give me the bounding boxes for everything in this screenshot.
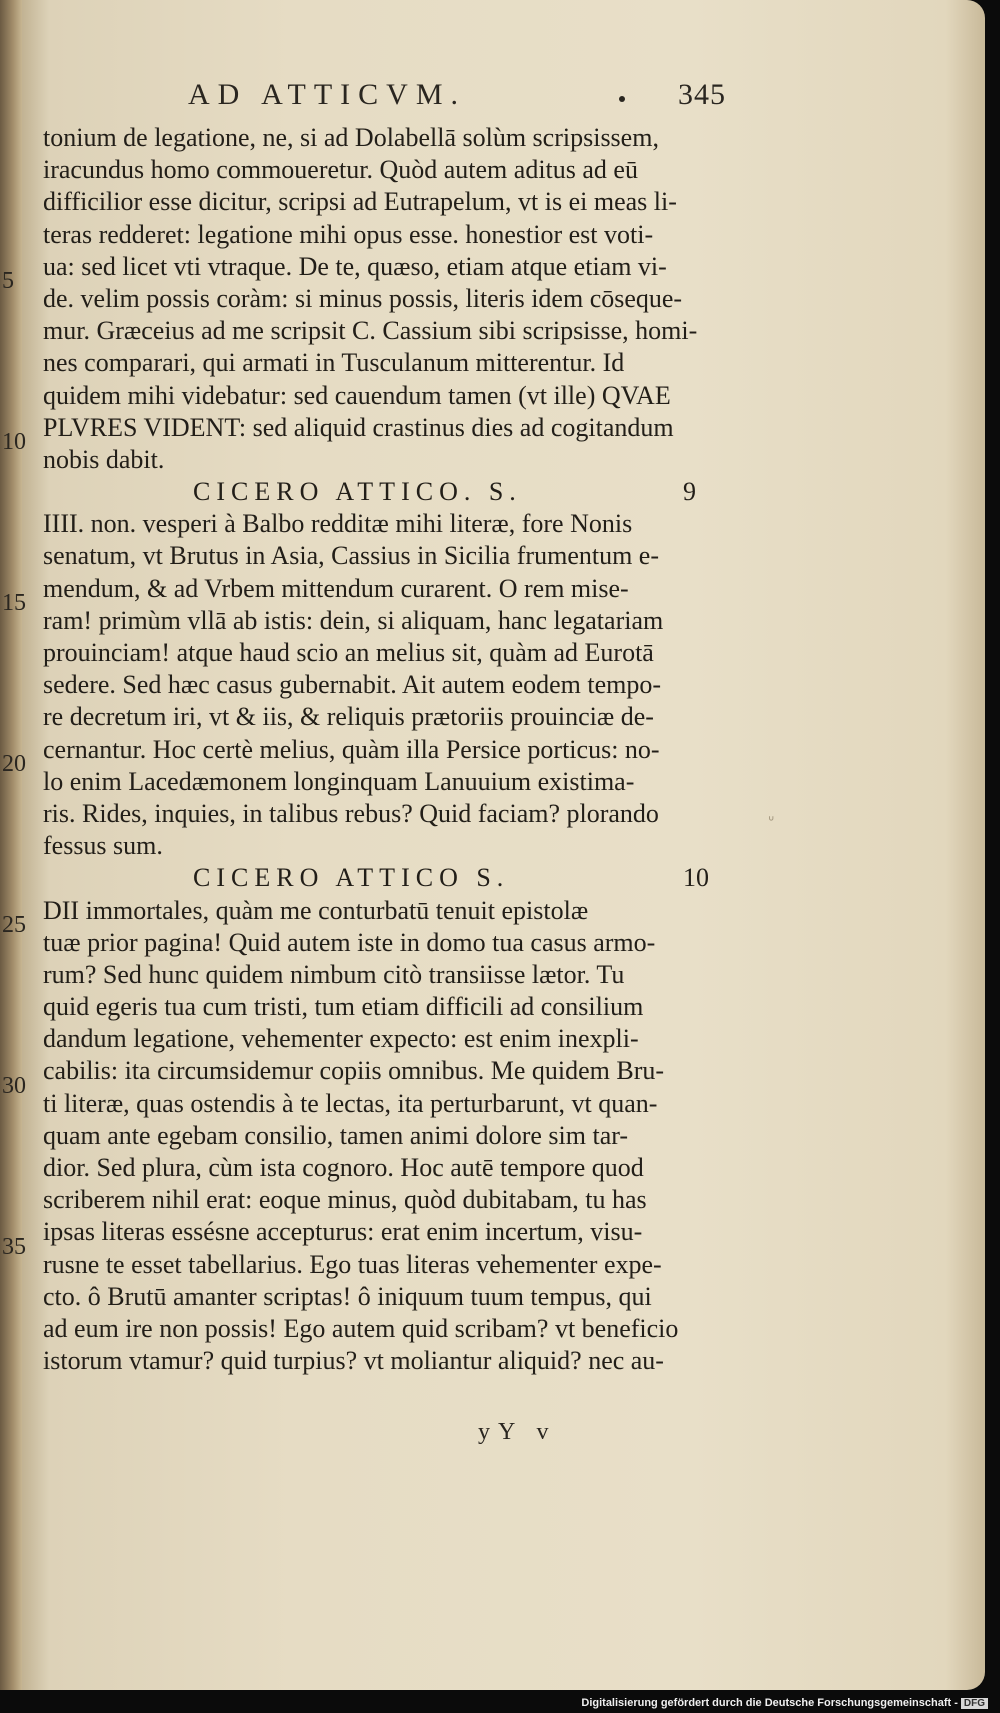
- footer-text: Digitalisierung gefördert durch die Deutsche Forschungsgemeinschaft -: [581, 1697, 958, 1709]
- text-line: ad eum ire non possis! Ego autem quid scribam? vt beneficio: [43, 1313, 679, 1343]
- margin-line-number: 35: [2, 1234, 26, 1260]
- text-line: IIII. non. vesperi à Balbo redditæ mihi literæ, fore Nonis: [43, 509, 633, 539]
- text-line: istorum vtamur? quid turpius? vt moliantur aliquid? nec au-: [43, 1346, 664, 1376]
- text-line: ti literæ, quas ostendis à te lectas, ita perturbarunt, vt quan-: [43, 1088, 658, 1118]
- text-line: quam ante egebam consilio, tamen animi dolore sim tar-: [43, 1120, 629, 1150]
- text-line: de. velim possis coràm: si minus possis, literis idem cōseque-: [43, 283, 683, 313]
- letter-heading-title: CICERO ATTICO S.: [193, 863, 510, 893]
- text-line: ris. Rides, inquies, in talibus rebus? Quid faciam? plorando: [43, 798, 659, 828]
- text-line: teras redderet: legatione mihi opus esse. honestior est voti-: [43, 219, 654, 249]
- text-line: ipsas literas essésne accepturus: erat enim incertum, visu-: [43, 1217, 643, 1247]
- text-line: dior. Sed plura, cùm ista cognoro. Hoc autē tempore quod: [43, 1153, 644, 1182]
- letter-heading: [43, 476, 733, 508]
- text-line: mur. Græceius ad me scripsit C. Cassium sibi scripsisse, homi-: [43, 316, 698, 346]
- pencil-mark: ᐡ: [768, 814, 775, 831]
- letter-heading: [43, 862, 733, 894]
- letter-number: 9: [683, 477, 696, 507]
- text-line: PLVRES VIDENT: sed aliquid crastinus dies ad cogitandum: [43, 412, 674, 442]
- text-line: ua: sed licet vti vtraque. De te, quæso, etiam atque etiam vi-: [43, 251, 667, 281]
- text-line: quidem mihi videbatur: sed cauendum tamen (vt ille) QVAE: [43, 380, 671, 410]
- text-line: iracundus homo commoueretur. Quòd autem aditus ad eū: [43, 155, 638, 185]
- margin-line-number: 20: [2, 751, 26, 777]
- text-line: lo enim Lacedæmonem longinquam Lanuuium existima-: [43, 766, 635, 796]
- ink-dot: [619, 96, 625, 102]
- running-title: AD ATTICVM.: [188, 78, 467, 111]
- text-line: nobis dabit.: [43, 444, 165, 474]
- text-line: cto. ô Brutū amanter scriptas! ô iniquum tuum tempus, qui: [43, 1281, 652, 1311]
- text-line: dandum legatione, vehementer expecto: est enim inexpli-: [43, 1024, 639, 1054]
- text-line: difficilior esse dicitur, scripsi ad Eutrapelum, vt is ei meas li-: [43, 187, 677, 217]
- margin-line-number: 30: [2, 1073, 26, 1099]
- margin-line-number: 5: [2, 268, 14, 294]
- page-text: [43, 122, 733, 1377]
- letter-heading-title: CICERO ATTICO. S.: [193, 477, 522, 507]
- margin-line-number: 25: [2, 912, 26, 938]
- text-line: cabilis: ita circumsidemur copiis omnibus. Me quidem Bru-: [43, 1056, 665, 1086]
- margin-line-number: 10: [2, 429, 26, 455]
- text-line: nes comparari, qui armati in Tusculanum mitterentur. Id: [43, 348, 625, 378]
- text-line: cernantur. Hoc certè melius, quàm illa Persice porticus: no-: [43, 734, 660, 764]
- text-line: quid egeris tua cum tristi, tum etiam difficili ad consilium: [43, 992, 644, 1022]
- page-number: 345: [678, 78, 726, 111]
- text-line: prouinciam! atque haud scio an melius sit, quàm ad Eurotā: [43, 638, 654, 667]
- text-line: fessus sum.: [43, 831, 163, 861]
- margin-line-number: 15: [2, 590, 26, 616]
- text-line: re decretum iri, vt & iis, & reliquis prætoriis prouinciæ de-: [43, 702, 654, 732]
- page-header: [0, 78, 985, 118]
- letter-number: 10: [683, 863, 709, 893]
- page-binding-edge: [0, 0, 22, 1690]
- digitization-footer: [581, 1697, 988, 1709]
- text-line: rusne te esset tabellarius. Ego tuas literas vehementer expe-: [43, 1249, 662, 1279]
- text-line: scriberem nihil erat: eoque minus, quòd dubitabam, tu has: [43, 1185, 647, 1215]
- text-line: senatum, vt Brutus in Asia, Cassius in Sicilia frumentum e-: [43, 541, 660, 571]
- signature-mark: yY v: [478, 1419, 557, 1445]
- text-line: tuæ prior pagina! Quid autem iste in domo tua casus armo-: [43, 927, 656, 957]
- text-line: ram! primùm vllā ab istis: dein, si aliquam, hanc legatariam: [43, 605, 664, 635]
- text-line: mendum, & ad Vrbem mittendum curarent. O rem mise-: [43, 573, 629, 603]
- dfg-logo: DFG: [961, 1698, 988, 1709]
- text-line: sedere. Sed hæc casus gubernabit. Ait autem eodem tempo-: [43, 670, 662, 700]
- text-line: tonium de legatione, ne, si ad Dolabellā solùm scripsissem,: [43, 123, 659, 152]
- text-line: rum? Sed hunc quidem nimbum citò transiisse lætor. Tu: [43, 959, 625, 989]
- text-line: DII immortales, quàm me conturbatū tenuit epistolæ: [43, 895, 589, 925]
